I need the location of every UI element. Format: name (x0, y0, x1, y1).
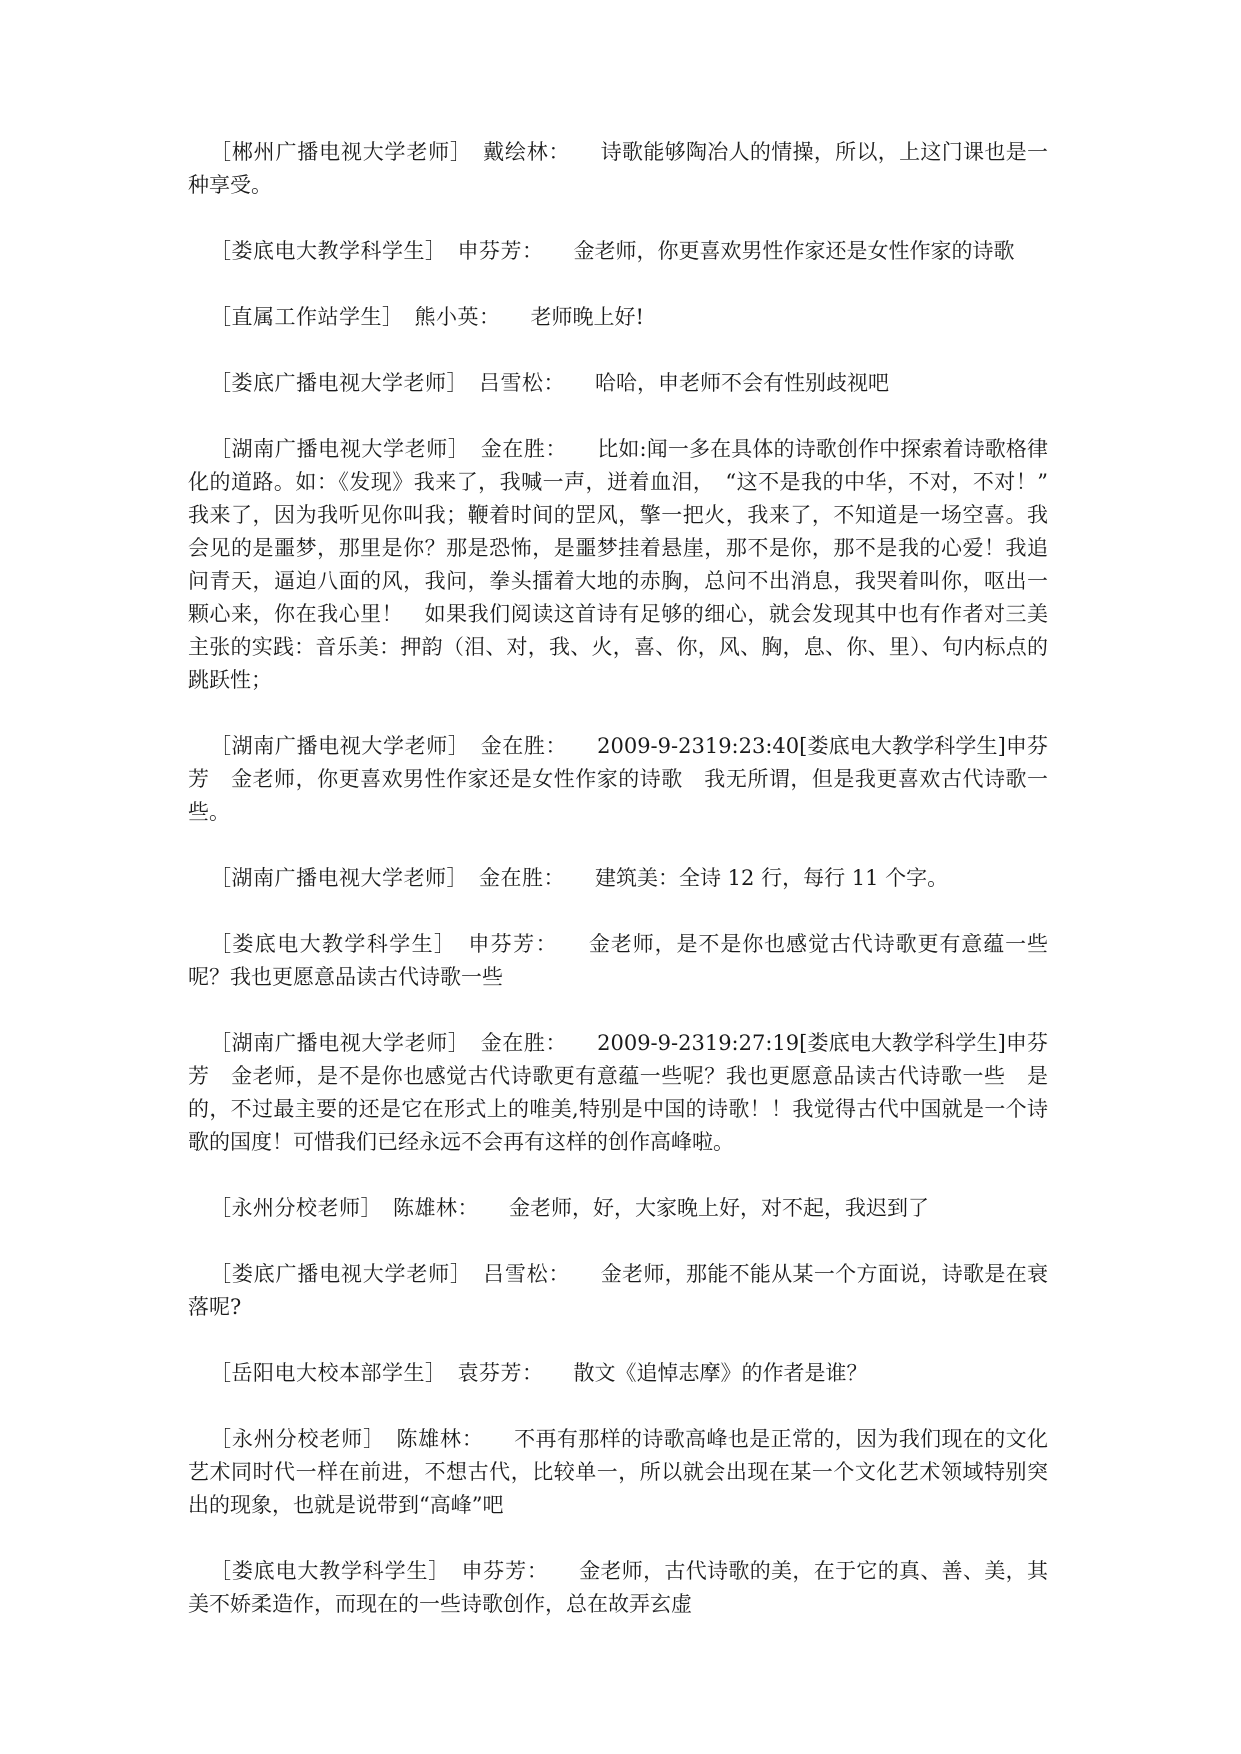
message-text: 诗歌能够陶冶人的情操，所以，上这门课也是一种享受。 (188, 140, 1049, 197)
message (188, 1357, 1048, 1390)
message (188, 301, 1048, 334)
message (188, 1555, 1048, 1621)
speaker: ［娄底电大教学科学生］ 申芬芳： (210, 932, 558, 956)
message-text: 老师晚上好! (530, 305, 644, 329)
message (188, 136, 1048, 202)
message-text: 金老师，那能不能从某一个方面说，诗歌是在衰落呢? (188, 1262, 1049, 1319)
message-text: 金老师，是不是你也感觉古代诗歌更有意蕴一些呢？我也更愿意品读古代诗歌一些 (188, 932, 1049, 989)
speaker: ［娄底广播电视大学老师］ 吕雪松： (210, 371, 565, 395)
speaker: ［娄底电大教学科学生］ 申芬芳： (210, 1559, 549, 1583)
message (188, 862, 1048, 895)
message-text: 散文《追悼志摩》的作者是谁？ (573, 1361, 868, 1385)
message (188, 235, 1048, 268)
message (188, 1192, 1048, 1225)
speaker: ［娄底电大教学科学生］ 申芬芳： (210, 239, 544, 263)
message-text: 比如:闻一多在具体的诗歌创作中探索着诗歌格律化的道路。如：《发现》我来了，我喊一声，迸着血泪， “这不是我的中华，不对，不对！” 我来了，因为我听见你叫我；鞭着时间的罡风，擎一把火，我来了，不知道是一场空喜。我会见的是噩梦，那里是你？那是恐怖，是噩梦挂着悬崖，那不是你，那不是我的心爱！我追问青天，逼迫八面的风，我问，拳头擂着大地的赤胸，总问不出消息，我哭着叫你，呕出一颗心来，你在我心里！ 如果我们阅读这首诗有足够的细心，就会发现其中也有作者对三美主张的实践：音乐美：押韵（泪、对，我、火，喜、你，风、胸，息、你、里）、句内标点的跳跃性； (188, 437, 1090, 692)
speaker: ［永州分校老师］ 陈雄林： (210, 1427, 484, 1451)
speaker: ［岳阳电大校本部学生］ 袁芬芳： (210, 1361, 544, 1385)
message (188, 1027, 1048, 1159)
chat-transcript (188, 136, 1090, 1654)
message (188, 730, 1048, 829)
message (188, 928, 1048, 994)
message-text: 不再有那样的诗歌高峰也是正常的，因为我们现在的文化艺术同时代一样在前进，不想古代，比较单一，所以就会出现在某一个文化艺术领域特别突出的现象，也就是说带到“高峰”吧 (188, 1427, 1049, 1517)
message (188, 1258, 1048, 1324)
speaker: ［永州分校老师］ 陈雄林： (210, 1196, 479, 1220)
message-text: 金老师，古代诗歌的美，在于它的真、善、美，其美不娇柔造作，而现在的一些诗歌创作，总在故弄玄虚 (188, 1559, 1049, 1616)
message (188, 1423, 1048, 1522)
speaker: ［湖南广播电视大学老师］ 金在胜： (210, 866, 565, 890)
speaker: ［直属工作站学生］ 熊小英： (210, 305, 501, 329)
message-text: 2009-9-2319:23:40[娄底电大教学科学生]申芬芳 金老师，你更喜欢男性作家还是女性作家的诗歌 我无所谓，但是我更喜欢古代诗歌一些。 (188, 734, 1049, 824)
speaker: ［湖南广播电视大学老师］ 金在胜： (210, 1031, 568, 1055)
message-text: 建筑美：全诗 12 行，每行 11 个字。 (595, 866, 949, 890)
speaker: ［湖南广播电视大学老师］ 金在胜： (210, 437, 568, 461)
speaker: ［娄底广播电视大学老师］ 吕雪松： (210, 1262, 571, 1286)
message-text: 金老师，好，大家晚上好，对不起，我迟到了 (509, 1196, 929, 1220)
message-text: 金老师，你更喜欢男性作家还是女性作家的诗歌 (573, 239, 1015, 263)
message-text: 2009-9-2319:27:19[娄底电大教学科学生]申芬芳 金老师，是不是你也感觉古代诗歌更有意蕴一些呢？我也更愿意品读古代诗歌一些 是的，不过最主要的还是它在形式上的唯美,特别是中国的诗歌！！我觉得古代中国就是一个诗歌的国度！可惜我们已经永远不会再有这样的创作高峰啦。 (188, 1031, 1049, 1154)
message (188, 433, 1090, 697)
message-text: 哈哈，申老师不会有性别歧视吧 (595, 371, 889, 395)
speaker: ［湖南广播电视大学老师］ 金在胜： (210, 734, 568, 758)
speaker: ［郴州广播电视大学老师］ 戴绘林： (210, 140, 571, 164)
message (188, 367, 1048, 400)
